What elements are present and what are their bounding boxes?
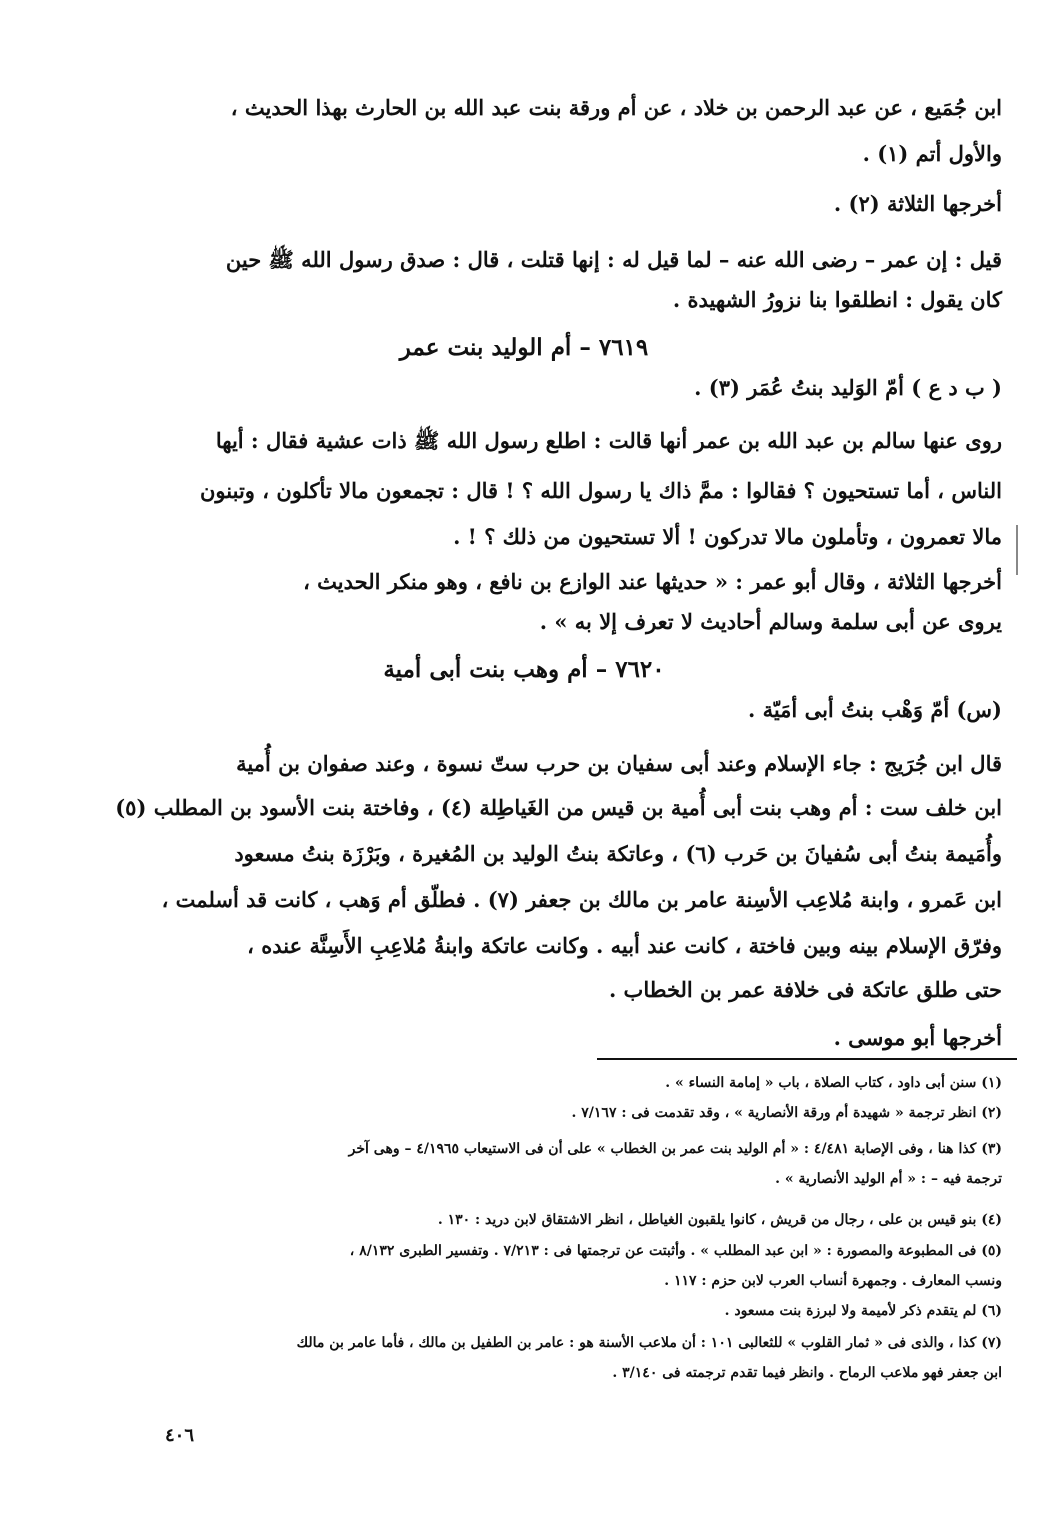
text-line: وفرّق الإسلام بينه وبين فاختة ، كانت عند أبيه . وكانت عاتكة وابنةُ مُلاعِبِ الأَسِنَّة عنده ، [247, 933, 1002, 958]
footnote-line: (٢) انظر ترجمة « شهيدة أم ورقة الأنصارية » ، وقد تقدمت فى : ٧/١٦٧ . [571, 1105, 1002, 1121]
footnote-line: (١) سنن أبى داود ، كتاب الصلاة ، باب « إمامة النساء » . [665, 1075, 1002, 1091]
footnote-line: (٧) كذا ، والذى فى « ثمار القلوب » للثعالبى ١٠١ : أن ملاعب الأسنة هو : عامر بن الطفيل بن مالك ، فأما عامر بن مالك [296, 1335, 1002, 1351]
margin-mark [1016, 525, 1018, 575]
section-heading: ٧٦٢٠ – أم وهب بنت أبى أمية [383, 656, 665, 683]
text-line: يروى عن أبى سلمة وسالم أحاديث لا تعرف إلا به » . [539, 609, 1002, 634]
text-line: الناس ، أما تستحيون ؟ فقالوا : ممَّ ذاك يا رسول الله ؟ ! قال : تجمعون مالا تأكلون ، وتبنون [200, 478, 1002, 503]
footnote-line: (٣) كذا هنا ، وفى الإصابة ٤/٤٨١ : « أم الوليد بنت عمر بن الخطاب » على أن فى الاستيعاب ٤/١٩٦٥ – وهى آخر [348, 1141, 1002, 1157]
footnote-divider [597, 1058, 1017, 1060]
text-line: وأُمَيمة بنتُ أبى سُفيانَ بن حَرب (٦) ، وعاتكة بنتُ الوليد بن المُغيرة ، وبَرْزَة بنتُ مسعود [234, 841, 1002, 866]
text-line: ابن جُمَيع ، عن عبد الرحمن بن خلاد ، عن أم ورقة بنت عبد الله بن الحارث بهذا الحديث ، [230, 95, 1002, 120]
page-number: ٤٠٦ [165, 1425, 195, 1446]
text-line: كان يقول : انطلقوا بنا نزورُ الشهيدة . [672, 287, 1002, 312]
footnote-line: (٦) لم يتقدم ذكر لأميمة ولا لبرزة بنت مسعود . [724, 1303, 1002, 1319]
text-line: حتى طلق عاتكة فى خلافة عمر بن الخطاب . [608, 977, 1002, 1002]
footnote-line: ونسب المعارف . وجمهرة أنساب العرب لابن حزم : ١١٧ . [664, 1273, 1002, 1289]
footnote-line: (٥) فى المطبوعة والمصورة : « ابن عبد المطلب » . وأثبتت عن ترجمتها فى : ٧/٢١٣ . وتفسير الطبرى ٨/١٣٢ ، [349, 1243, 1002, 1259]
text-line: أخرجها الثلاثة (٢) . [833, 191, 1002, 216]
text-line: (س) أمّ وَهْب بنتُ أبى أمَيّة . [747, 697, 1002, 722]
text-line: أخرجها الثلاثة ، وقال أبو عمر : « حديثها عند الوازع بن نافع ، وهو منكر الحديث ، [303, 569, 1002, 594]
text-line: قيل : إن عمر – رضى الله عنه – لما قيل له : إنها قتلت ، قال : صدق رسول الله ﷺ حين [225, 247, 1002, 272]
text-line: قال ابن جُرَيج : جاء الإسلام وعند أبى سفيان بن حرب ستّ نسوة ، وعند صفوان بن أُمية [236, 751, 1002, 776]
text-line: روى عنها سالم بن عبد الله بن عمر أنها قالت : اطلع رسول الله ﷺ ذات عشية فقال : أيها [215, 428, 1002, 453]
text-line: ابن عَمرو ، وابنة مُلاعِب الأسِنة عامر بن مالك بن جعفر (٧) . فطلّق أم وَهب ، كانت قد أسلمت ، [161, 887, 1002, 912]
footnote-line: (٤) بنو قيس بن على ، رجال من قريش ، كانوا يلقبون الغياطل ، انظر الاشتقاق لابن دريد : ١٣٠ . [437, 1212, 1002, 1228]
text-line: ( ب د ع ) أمّ الوَليد بنتُ عُمَر (٣) . [694, 375, 1002, 400]
text-line: والأول أتم (١) . [862, 141, 1002, 166]
section-heading: ٧٦١٩ – أم الوليد بنت عمر [399, 334, 649, 361]
text-line: مالا تعمرون ، وتأملون مالا تدركون ! ألا تستحيون من ذلك ؟ ! . [453, 524, 1002, 549]
text-line: ابن خلف ست : أم وهب بنت أبى أُمية بن قيس من الغَياطِلة (٤) ، وفاختة بنت الأسود بن المطلب (٥) [115, 795, 1002, 820]
footnote-line: ابن جعفر فهو ملاعب الرماح . وانظر فيما تقدم ترجمته فى ٣/١٤٠ . [612, 1365, 1002, 1381]
text-line: أخرجها أبو موسى . [833, 1025, 1002, 1050]
footnote-line: ترجمة فيه – : « أم الوليد الأنصارية » . [775, 1171, 1002, 1187]
